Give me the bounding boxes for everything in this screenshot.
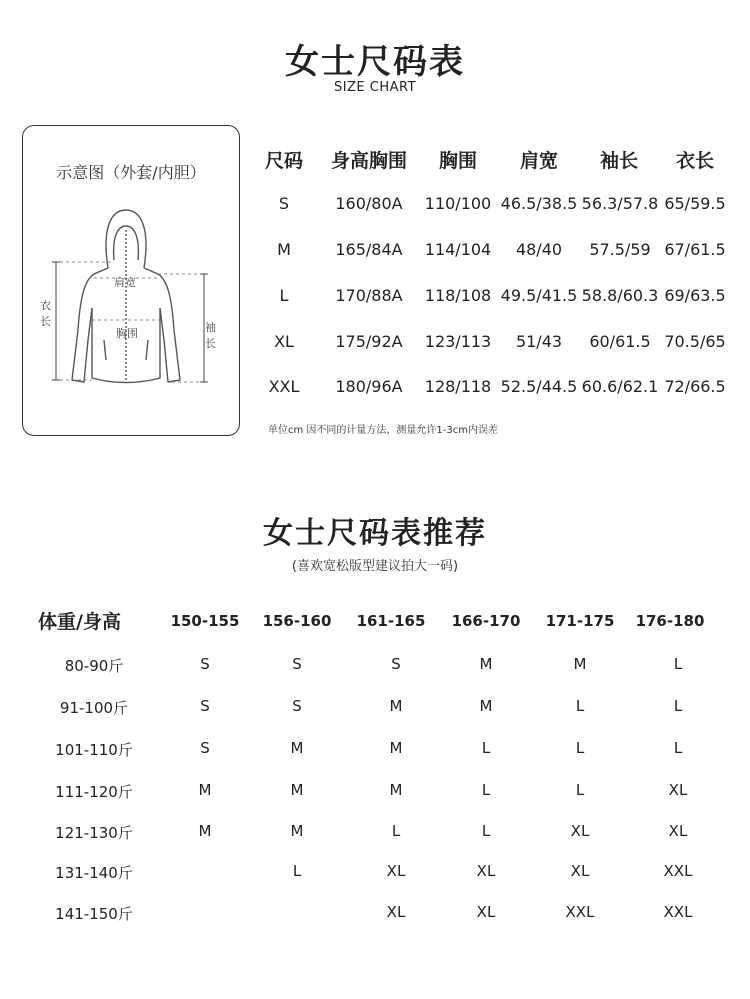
weight-row-label: 131-140斤 <box>55 864 133 882</box>
table-cell: L <box>292 862 302 880</box>
shoulder-header: 肩宽 <box>519 150 558 172</box>
table-cell: 65/59.5 <box>664 194 726 213</box>
table-cell: L <box>673 655 683 673</box>
table-cell: XL <box>386 862 406 880</box>
measurement-note: 单位cm 因不同的计量方法，测量允许1-3cm内误差 <box>268 425 498 436</box>
table-cell: M <box>198 822 212 840</box>
page-subtitle: SIZE CHART <box>333 80 417 95</box>
page-title: 女士尺码表 <box>285 42 465 82</box>
table-cell: 48/40 <box>515 240 563 259</box>
sleeve-label: 袖 长 <box>205 321 216 350</box>
table-cell: XL <box>668 781 688 799</box>
table-cell: S <box>391 655 401 673</box>
table-cell: M <box>389 739 403 757</box>
sleeve-header: 袖长 <box>599 150 638 172</box>
table-cell: S <box>278 194 290 213</box>
table-cell: 52.5/44.5 <box>500 377 578 396</box>
height-column-header: 150-155 <box>170 612 240 630</box>
shoulder-label: 肩宽 <box>114 276 136 289</box>
table-cell: L <box>481 781 491 799</box>
weight-row-label: 91-100斤 <box>59 699 129 717</box>
table-cell: XXL <box>663 862 693 880</box>
table-cell: 165/84A <box>335 240 403 259</box>
size-header: 尺码 <box>264 150 303 172</box>
weight-row-label: 121-130斤 <box>55 824 133 842</box>
table-cell: 69/63.5 <box>664 286 726 305</box>
table-cell: M <box>198 781 212 799</box>
recommendation-subtitle: (喜欢宽松版型建议拍大一码) <box>291 559 459 574</box>
table-cell: 160/80A <box>335 194 403 213</box>
table-cell: XL <box>570 862 590 880</box>
table-cell: L <box>673 739 683 757</box>
height-column-header: 166-170 <box>451 612 521 630</box>
table-cell: 67/61.5 <box>664 240 726 259</box>
table-cell: 175/92A <box>335 332 403 351</box>
table-cell: S <box>292 655 302 673</box>
table-cell: S <box>292 697 302 715</box>
table-cell: XL <box>476 862 496 880</box>
table-cell: XL <box>668 822 688 840</box>
table-cell: L <box>575 781 585 799</box>
table-cell: L <box>575 739 585 757</box>
table-cell: M <box>290 781 304 799</box>
table-cell: L <box>673 697 683 715</box>
height-chest-header: 身高胸围 <box>330 150 407 172</box>
table-cell: M <box>277 240 291 259</box>
weight-row-label: 101-110斤 <box>55 741 133 759</box>
table-cell: 110/100 <box>424 194 492 213</box>
table-cell: 56.3/57.8 <box>581 194 659 213</box>
table-cell: M <box>573 655 587 673</box>
weight-row-label: 141-150斤 <box>55 905 133 923</box>
table-cell: 128/118 <box>424 377 492 396</box>
table-cell: L <box>391 822 401 840</box>
table-cell: L <box>575 697 585 715</box>
table-cell: 123/113 <box>424 332 492 351</box>
table-cell: 58.8/60.3 <box>581 286 659 305</box>
chest-header: 胸围 <box>438 150 477 172</box>
chest-label: 胸围 <box>116 327 138 340</box>
table-cell: M <box>479 697 493 715</box>
diagram-caption: 示意图（外套/内胆） <box>56 163 206 182</box>
length-label: 衣 长 <box>40 299 51 328</box>
height-column-header: 161-165 <box>356 612 426 630</box>
height-column-header: 156-160 <box>262 612 332 630</box>
table-cell: S <box>200 655 210 673</box>
table-cell: S <box>200 739 210 757</box>
jacket-illustration <box>22 200 240 400</box>
table-cell: 118/108 <box>424 286 492 305</box>
recommendation-title: 女士尺码表推荐 <box>263 516 487 551</box>
table-cell: XL <box>386 903 406 921</box>
height-column-header: 176-180 <box>635 612 705 630</box>
table-cell: XL <box>476 903 496 921</box>
table-cell: M <box>389 697 403 715</box>
table-cell: L <box>481 739 491 757</box>
table-cell: 114/104 <box>424 240 492 259</box>
table-cell: M <box>290 822 304 840</box>
table-cell: XL <box>570 822 590 840</box>
table-cell: M <box>389 781 403 799</box>
table-cell: 170/88A <box>335 286 403 305</box>
table-cell: 57.5/59 <box>589 240 651 259</box>
weight-height-header: 体重/身高 <box>38 611 121 633</box>
weight-row-label: 111-120斤 <box>55 783 133 801</box>
table-cell: L <box>481 822 491 840</box>
table-cell: XXL <box>268 377 300 396</box>
table-cell: 46.5/38.5 <box>500 194 578 213</box>
table-cell: 70.5/65 <box>664 332 726 351</box>
table-cell: XXL <box>565 903 595 921</box>
table-cell: 60.6/62.1 <box>581 377 659 396</box>
table-cell: L <box>279 286 289 305</box>
weight-row-label: 80-90斤 <box>64 657 124 675</box>
table-cell: 60/61.5 <box>589 332 651 351</box>
table-cell: XXL <box>663 903 693 921</box>
table-cell: 72/66.5 <box>664 377 726 396</box>
height-column-header: 171-175 <box>545 612 615 630</box>
table-cell: XL <box>274 332 294 351</box>
table-cell: M <box>290 739 304 757</box>
length-header: 衣长 <box>675 150 714 172</box>
table-cell: S <box>200 697 210 715</box>
table-cell: 49.5/41.5 <box>500 286 578 305</box>
table-cell: 180/96A <box>335 377 403 396</box>
table-cell: M <box>479 655 493 673</box>
table-cell: 51/43 <box>515 332 563 351</box>
